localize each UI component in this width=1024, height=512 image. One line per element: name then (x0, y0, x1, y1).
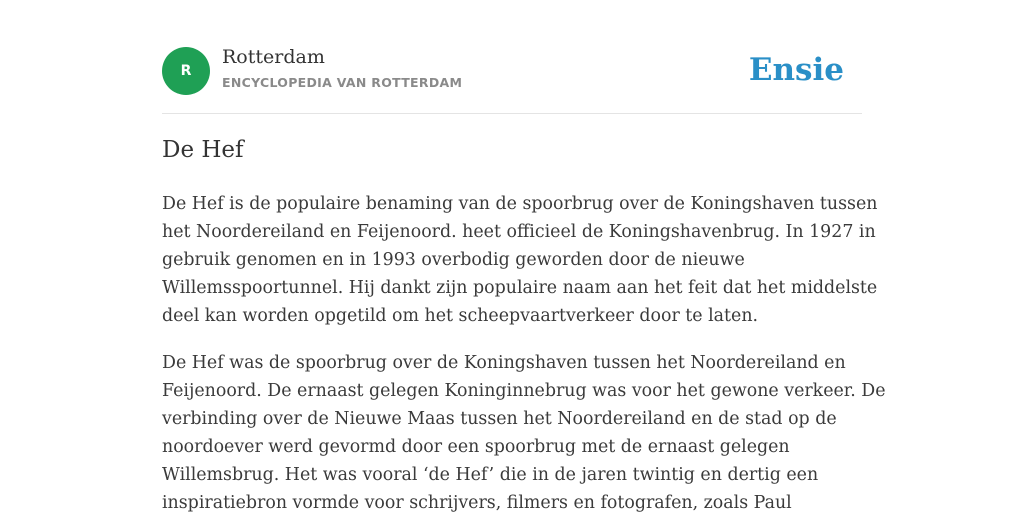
site-avatar[interactable]: R (162, 47, 210, 95)
paragraph-line: inspiratiebron vormde voor schrijvers, filmers en fotografen, zoals Paul (162, 493, 792, 512)
article-title: De Hef (162, 137, 244, 163)
site-subtitle: ENCYCLOPEDIA VAN ROTTERDAM (222, 75, 463, 90)
paragraph-line: De Hef is de populaire benaming van de spoorbrug over de Koningshaven tussen (162, 194, 878, 214)
paragraph-line: deel kan worden opgetild om het scheepvaartverkeer door te laten. (162, 306, 759, 326)
paragraph-line: noordoever werd gevormd door een spoorbrug met de ernaast gelegen (162, 437, 790, 457)
paragraph-line: Willemsspoortunnel. Hij dankt zijn populaire naam aan het feit dat het middelste (162, 278, 878, 298)
article-paragraph (162, 190, 878, 330)
header-divider (162, 113, 862, 114)
paragraph-line: Feijenoord. De ernaast gelegen Koninginnebrug was voor het gewone verkeer. De (162, 381, 886, 401)
article-paragraph (162, 349, 886, 512)
paragraph-line: De Hef was de spoorbrug over de Koningshaven tussen het Noordereiland en (162, 353, 846, 373)
paragraph-line: Willemsbrug. Het was vooral ‘de Hef’ die in de jaren twintig en dertig een (162, 465, 819, 485)
paragraph-line: verbinding over de Nieuwe Maas tussen het Noordereiland en de stad op de (162, 409, 837, 429)
ensie-logo[interactable]: Ensie (748, 52, 844, 88)
paragraph-line: gebruik genomen en in 1993 overbodig geworden door de nieuwe (162, 250, 745, 270)
paragraph-line: het Noordereiland en Feijenoord. heet officieel de Koningshavenbrug. In 1927 in (162, 222, 876, 242)
site-name-link[interactable]: Rotterdam (222, 46, 325, 68)
article-body (162, 190, 886, 512)
site-header (162, 46, 862, 96)
